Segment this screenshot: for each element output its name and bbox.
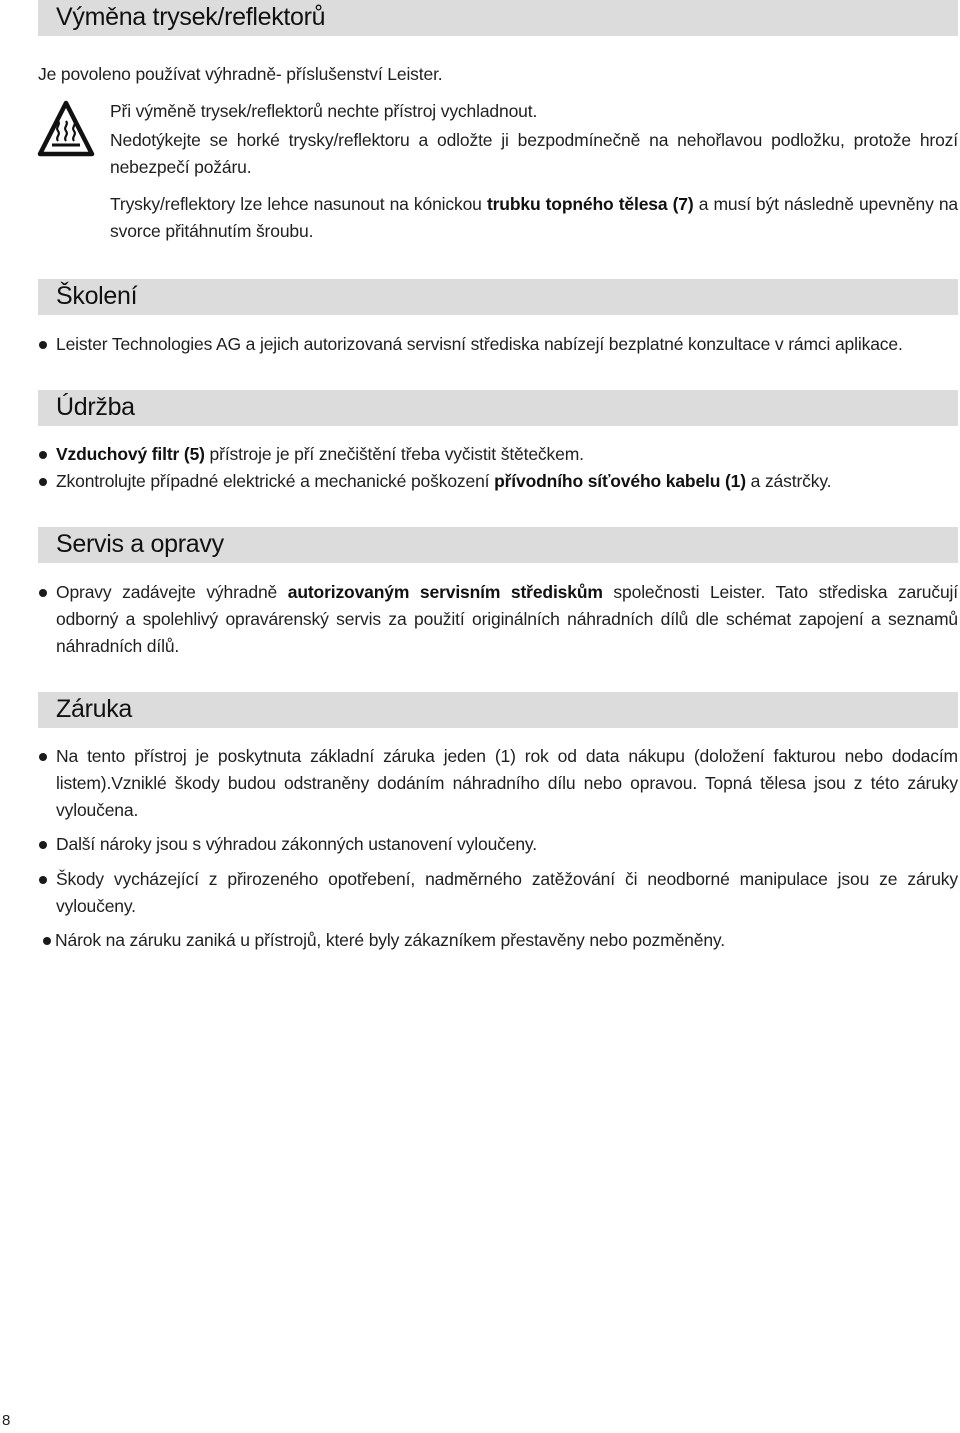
warranty-item-basic: Na tento přístroj je poskytnuta základní záruka jeden (1) rok od data nákupu (doložení fakturou nebo dodacím listem).Vzniklé škody budou odstraněny dodáním náhradního dílu nebo opravou. Topná tělesa jsou z této záruky vyloučena.	[56, 746, 958, 820]
hot-surface-warning-icon	[37, 100, 95, 158]
warning-cool-down: Při výměně trysek/reflektorů nechte přístroj vychladnout.	[110, 101, 538, 121]
section-title: Výměna trysek/reflektorů	[56, 3, 326, 31]
bullet-icon	[39, 876, 47, 884]
intro-text: Je povoleno používat výhradně- příslušenství Leister.	[38, 64, 443, 84]
section-header-skoleni	[38, 279, 958, 315]
warranty-item-wear: Škody vycházející z přirozeného opotřebení, nadměrného zatěžování či neodborné manipulace jsou ze záruky vyloučeny.	[56, 869, 958, 916]
section-title: Záruka	[56, 695, 133, 723]
training-item: Leister Technologies AG a jejich autorizovaná servisní střediska nabízejí bezplatné konzultace v rámci aplikace.	[56, 334, 903, 354]
service-text-end: společnosti Leister. Tato střediska zaručují odborný a spolehlivý opravárenský servis za použití originálních náhradních dílů dle schémat zapojení a seznamů náhradních dílů.	[56, 582, 958, 656]
page-number: 8	[2, 1412, 11, 1429]
warranty-item-modified: Nárok na záruku zaniká u přístrojů, které byly zákazníkem přestavěny nebo pozměněny.	[55, 930, 725, 950]
warranty-item-claims: Další nároky jsou s výhradou zákonných ustanovení vyloučeny.	[56, 834, 537, 854]
filter-text: přístroje je pří znečištění třeba vyčistit štětečkem.	[204, 444, 584, 464]
bullet-icon	[39, 753, 47, 761]
air-filter-label: Vzduchový filtr (5)	[56, 444, 205, 464]
cable-text-end: a zástrčky.	[745, 471, 832, 491]
service-item	[56, 579, 958, 660]
warning-fire-hazard: Nedotýkejte se horké trysky/reflektoru a odložte ji bezpodmínečně na nehořlavou podložku, protože hrozí nebezpečí požáru.	[110, 130, 958, 177]
bullet-icon	[39, 841, 47, 849]
heating-tube-label: trubku topného tělesa (7)	[486, 194, 694, 214]
section-header-udrzba	[38, 390, 958, 426]
mounting-instructions	[110, 191, 958, 245]
bullet-icon	[43, 937, 51, 945]
section-header-zaruka	[38, 692, 958, 728]
cable-text-start: Zkontrolujte případné elektrické a mechanické poškození	[56, 471, 495, 491]
mount-text-end: a musí být následně upevněny na svorce přitáhnutím šroubu.	[110, 194, 958, 241]
bullet-icon	[39, 589, 47, 597]
mount-text-start: Trysky/reflektory lze lehce nasunout na kónickou	[110, 194, 487, 214]
section-title: Servis a opravy	[56, 530, 224, 558]
maintenance-item-filter	[56, 441, 958, 468]
bullet-icon	[39, 451, 47, 459]
section-header-vymena	[38, 0, 958, 36]
power-cable-label: přívodního síťového kabelu (1)	[494, 471, 746, 491]
authorized-centers-label: autorizovaným servisním střediskům	[287, 582, 603, 602]
bullet-icon	[39, 341, 47, 349]
section-title: Údržba	[56, 393, 135, 421]
section-header-servis	[38, 527, 958, 563]
bullet-icon	[39, 478, 47, 486]
service-text-start: Opravy zadávejte výhradně	[56, 582, 288, 602]
section-title: Školení	[56, 282, 138, 310]
maintenance-item-cable	[56, 468, 958, 495]
